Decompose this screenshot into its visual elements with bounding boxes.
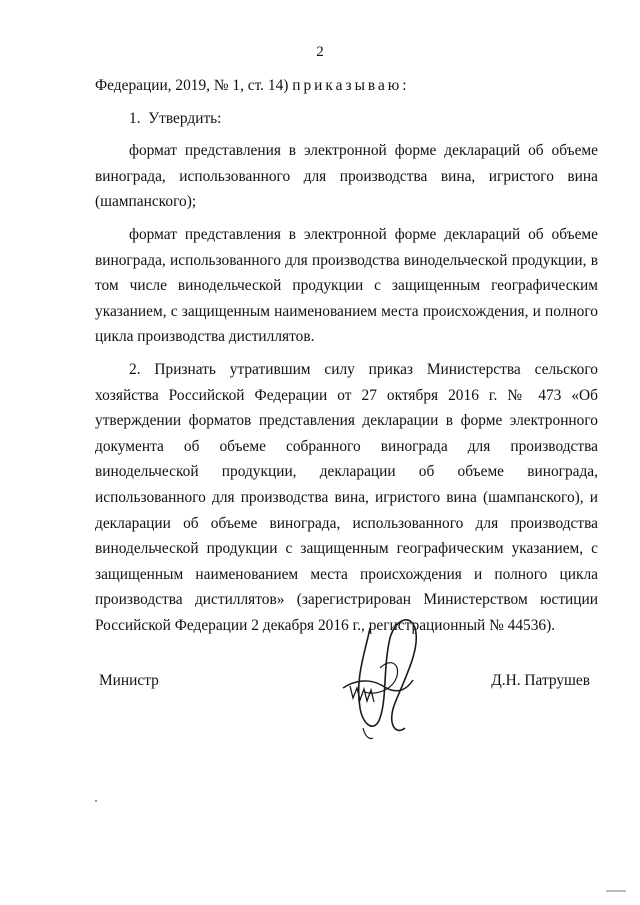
- item-1-label: Утвердить:: [148, 109, 222, 127]
- intro-text: Федерации, 2019, № 1, ст. 14): [95, 77, 293, 94]
- item-1-number: 1.: [129, 109, 141, 127]
- item-2-paragraph: 2. Признать утратившим силу приказ Министерства сельского хозяйства Российской Федерации от 27 октября 2016 г. № 473 «Об утверждении форматов представления декларации в форме электронного документа об объеме собранного винограда для производства винодельческой продукции, декларации об объеме винограда, использованного для производства вина, игристого вина (шампанского), и декларации об объеме винограда, использованного для производства винодельческой продукции с защищенным географическим указанием, с защищенным наименованием места происхождения и полного цикла производства дистиллятов» (зарегистрирован Министерством юстиции Российской Федерации 2 декабря 2016 г., регистрационный № 44536).: [95, 360, 598, 634]
- item-1-heading: [95, 106, 598, 132]
- signatory-title: Министр: [99, 672, 159, 689]
- order-word: приказываю:: [292, 77, 410, 94]
- document-body: [95, 73, 598, 638]
- page-number: 2: [316, 44, 324, 60]
- intro-paragraph: [95, 73, 598, 99]
- handwritten-signature: [335, 608, 430, 743]
- scan-mark: [606, 890, 626, 892]
- signatory-name: Д.Н. Патрушев: [491, 672, 590, 689]
- format-1-paragraph: формат представления в электронной форме деклараций об объеме винограда, использованного для производства вина, игристого вина (шампанского);: [95, 142, 598, 211]
- format-2-paragraph: формат представления в электронной форме деклараций об объеме винограда, использованного для производства винодельческой продукции, в том числе винодельческой продукции с защищенным географическим указанием, с защищенным наименованием места происхождения, и полного цикла производства дистиллятов.: [95, 225, 598, 346]
- scan-mark: [95, 800, 97, 802]
